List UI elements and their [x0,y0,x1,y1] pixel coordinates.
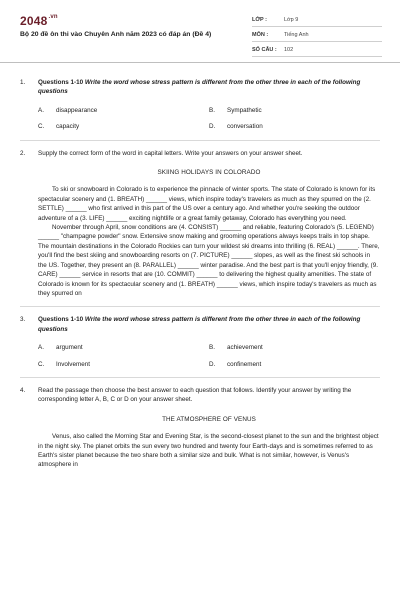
meta-value: Lớp 9 [284,17,299,23]
question-prompt: Supply the correct form of the word in capital letters. Write your answers on your answer sheet. [38,149,303,157]
question-instruction: Write the word whose stress pattern is different from the other three in each of the following questions [38,316,361,333]
document-title: Bộ 20 đề ôn thi vào Chuyên Anh năm 2023 có đáp án (Đề 4) [20,31,212,38]
choice-letter: D. [209,123,216,131]
choice-b[interactable] [209,343,380,352]
meta-table [252,14,382,59]
site-logo[interactable] [20,14,58,28]
question-prompt [38,78,380,97]
meta-row-subject [252,29,382,42]
passage-paragraph: To ski or snowboard in Colorado is to experience the pinnacle of winter sports. The state of Colorado is known for its spectacular scenery and (1. BREATH) ______ views, which inspire today's travelers as much as they spurred on the (2. SETTLE) ______ who first arrived in this part of the US over a century ago. And whether you're seeking the outdoor adventure of a (3. LIFE) ______ exciting nightlife or a great family getaway, Colorado has everything you need. [38,186,376,222]
meta-value: Tiếng Anh [284,32,309,38]
choice-text: confinement [227,360,262,368]
logo-text: 2048 [20,14,48,28]
choice-b[interactable] [209,106,380,115]
questions-content [20,78,380,478]
logo-tld: .vn [48,14,58,20]
question-instruction: Write the word whose stress pattern is different from the other three in each of the following questions [38,79,361,96]
choice-d[interactable] [209,122,380,131]
divider [20,377,380,378]
choice-text: argument [56,344,83,352]
question-number: 1. [20,79,26,86]
choice-text: achievement [227,344,263,352]
choice-text: conversation [227,123,263,131]
meta-row-class [252,14,382,27]
choice-letter: C. [38,123,45,131]
question-prompt: Read the passage then choose the best answer to each question that follows. Identify your answer by writing the corresponding letter A, B, C or D on your answer sheet. [38,386,352,404]
passage-title: THE ATMOSPHERE OF VENUS [162,415,256,423]
meta-row-count [252,44,382,57]
choice-text: Involvement [56,360,90,368]
meta-key: SỐ CÂU : [252,47,277,53]
question-2 [20,149,380,299]
choice-a[interactable] [38,106,209,115]
passage-paragraph: Venus, also called the Morning Star and Evening Star, is the second-closest planet to the sun and the brightest object in the night sky. The planet orbits the sun every two hundred and twenty four Earth-days and is sometimes referred to as Earth's sister planet because the two share both a similar size and bulk. What is not similar, however, is Venus's atmosphere in [38,433,379,469]
passage [38,432,380,470]
answer-choices [38,106,380,132]
choice-letter: B. [209,106,215,114]
question-number: 3. [20,316,26,324]
question-prompt [38,315,380,334]
choice-c[interactable] [38,360,209,369]
choice-c[interactable] [38,122,209,131]
choice-text: Sympathetic [227,106,262,114]
choice-a[interactable] [38,343,209,352]
question-label: Questions 1-10 [38,79,84,86]
choice-letter: D. [209,360,216,368]
divider [20,140,380,141]
meta-value: 102 [284,47,294,53]
divider [20,306,380,307]
document-header [0,0,400,63]
passage [38,185,380,298]
passage-paragraph: November through April, snow conditions are (4. CONSIST) ______ and reliable, featuring Colorado's (5. LEGEND) ______ "champagne powder" snow. Extensive snow making and grooming operations always keeps trails in top shape. The mountain destinations in the Colorado Rockies can turn your wildest ski dreams into thrilling (6. REAL) ______. There, you'll find the best skiing and snowboarding resorts on (7. PICTURE) ______ slopes, as well as the finest ski schools in the US. Together, they present an (8. PARALLEL) ______ winter paradise. And the best part is that you'll enjoy friendly, (9. CARE) ______ service in resorts that are (10. COMMIT) ______ to delivering the highest quality amenities. The state of Colorado is known for its spectacular scenery and (1. BREATH) ______ views, which inspire today's travelers as much as they spurred on [38,224,380,297]
question-4 [20,386,380,470]
meta-key: LỚP : [252,17,267,23]
choice-text: capacity [56,123,80,131]
choice-letter: C. [38,360,45,368]
choice-letter: B. [209,344,215,352]
question-label: Questions 1-10 [38,316,84,324]
question-1 [20,78,380,132]
choice-letter: A. [38,106,44,114]
question-number: 2. [20,149,26,157]
choice-d[interactable] [209,360,380,369]
answer-choices [38,343,380,369]
choice-text: disappearance [56,106,98,114]
question-number: 4. [20,386,26,394]
question-3 [20,315,380,369]
meta-key: MÔN : [252,32,269,38]
passage-title: SKIING HOLIDAYS IN COLORADO [157,169,261,177]
choice-letter: A. [38,344,44,352]
